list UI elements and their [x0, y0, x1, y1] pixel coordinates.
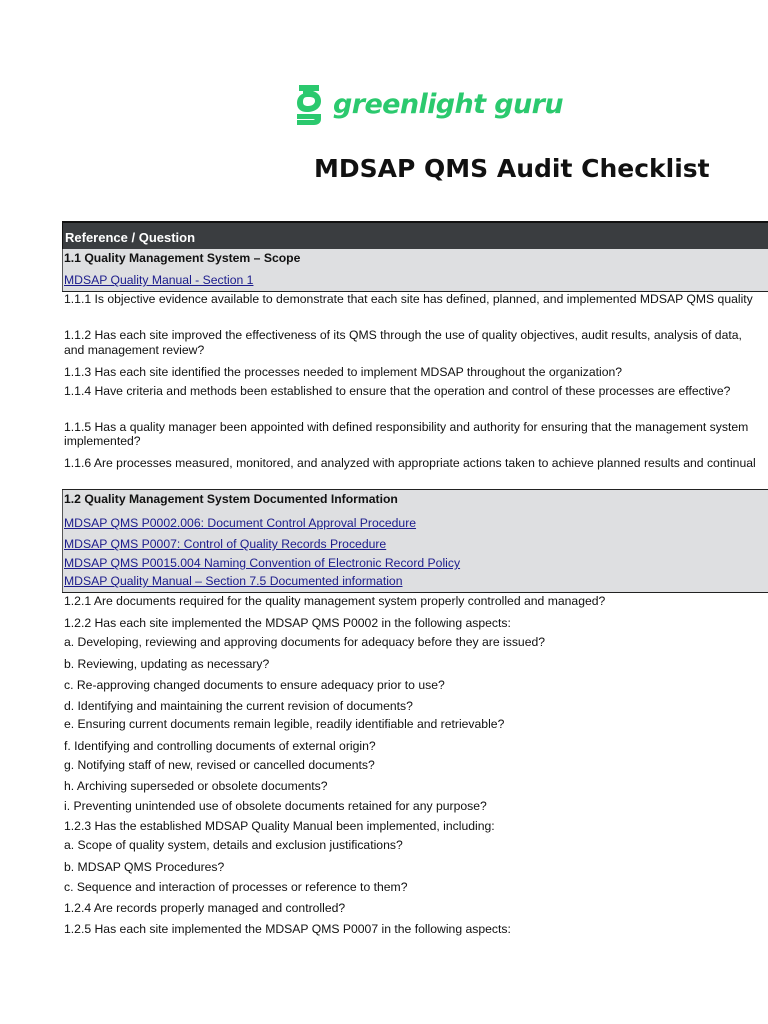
question-1-2-1: 1.2.1 Are documents required for the quality management system properly controlled and managed? — [64, 594, 606, 608]
question-item: d. Identifying and maintaining the current revision of documents? — [64, 699, 413, 713]
question-item: c. Re-approving changed documents to ensure adequacy prior to use? — [64, 678, 445, 692]
section-title: 1.2 Quality Management System Documented Information — [64, 492, 398, 506]
question-item: b. MDSAP QMS Procedures? — [64, 860, 225, 874]
question-1-1-5: 1.1.5 Has a quality manager been appointed with defined responsibility and authority for ensuring that the management system — [64, 420, 749, 434]
question-item: c. Sequence and interaction of processes or reference to them? — [64, 880, 408, 894]
question-item: f. Identifying and controlling documents of external origin? — [64, 739, 376, 753]
table-header: Reference / Question — [62, 221, 768, 249]
divider — [62, 592, 768, 593]
link-document-control-procedure[interactable]: MDSAP QMS P0002.006: Document Control Approval Procedure — [64, 516, 417, 530]
question-item: g. Notifying staff of new, revised or cancelled documents? — [64, 758, 375, 772]
question-1-2-4: 1.2.4 Are records properly managed and controlled? — [64, 901, 346, 915]
question-item: e. Ensuring current documents remain legible, readily identifiable and retrievable? — [64, 717, 505, 731]
question-1-1-4: 1.1.4 Have criteria and methods been established to ensure that the operation and control of these processes are effective? — [64, 384, 731, 398]
greenlight-guru-logo — [293, 80, 563, 128]
question-1-1-6: 1.1.6 Are processes measured, monitored, and analyzed with appropriate actions taken to achieve planned results and continual — [64, 456, 756, 470]
section-title: 1.1 Quality Management System – Scope — [64, 251, 301, 265]
question-item: h. Archiving superseded or obsolete documents? — [64, 779, 328, 793]
question-1-1-1: 1.1.1 Is objective evidence available to demonstrate that each site has defined, planned, and implemented MDSAP QMS quality — [64, 292, 753, 306]
link-quality-manual-section-1[interactable]: MDSAP Quality Manual - Section 1 — [64, 273, 254, 287]
page-title: MDSAP QMS Audit Checklist — [314, 154, 710, 183]
question-item: b. Reviewing, updating as necessary? — [64, 657, 270, 671]
logo-wordmark: greenlight guru — [333, 88, 563, 120]
link-naming-convention-policy[interactable]: MDSAP QMS P0015.004 Naming Convention of Electronic Record Policy — [64, 556, 461, 570]
question-item: i. Preventing unintended use of obsolete documents retained for any purpose? — [64, 799, 487, 813]
question-1-2-2: 1.2.2 Has each site implemented the MDSAP QMS P0002 in the following aspects: — [64, 616, 511, 630]
question-1-1-5-cont: implemented? — [64, 434, 141, 448]
link-quality-manual-section-7-5[interactable]: MDSAP Quality Manual – Section 7.5 Documented information — [64, 574, 403, 588]
question-1-1-3: 1.1.3 Has each site identified the processes needed to implement MDSAP throughout the organization? — [64, 365, 623, 379]
question-1-2-3: 1.2.3 Has the established MDSAP Quality Manual been implemented, including: — [64, 819, 495, 833]
question-item: a. Scope of quality system, details and exclusion justifications? — [64, 838, 403, 852]
question-1-2-5: 1.2.5 Has each site implemented the MDSAP QMS P0007 in the following aspects: — [64, 922, 511, 936]
question-item: a. Developing, reviewing and approving documents for adequacy before they are issued? — [64, 635, 546, 649]
greenlight-logo-icon — [293, 81, 327, 127]
question-1-1-2: 1.1.2 Has each site improved the effectiveness of its QMS through the use of quality objectives, audit results, analysis of data, — [64, 328, 742, 342]
question-1-1-2-cont: and management review? — [64, 343, 205, 357]
link-quality-records-procedure[interactable]: MDSAP QMS P0007: Control of Quality Records Procedure — [64, 537, 387, 551]
